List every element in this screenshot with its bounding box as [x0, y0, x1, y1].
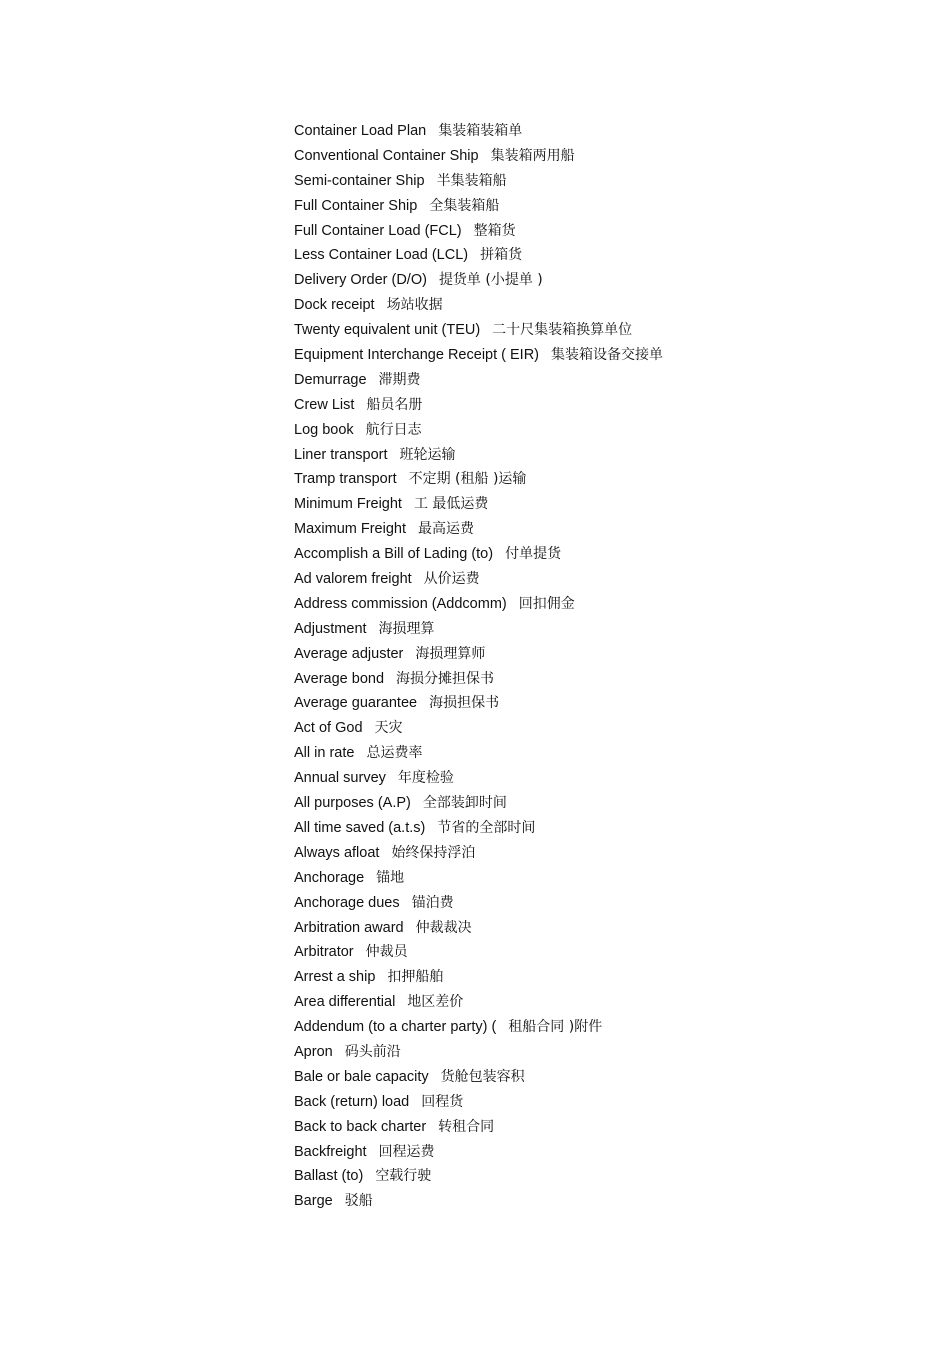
- term-chinese: 仲裁员: [365, 944, 408, 961]
- list-item: [294, 940, 663, 965]
- list-item: [294, 343, 663, 368]
- term-english: Less Container Load (LCL): [294, 247, 469, 264]
- term-chinese: 从价运费: [423, 571, 480, 588]
- term-english: Average bond: [294, 670, 385, 687]
- list-item: [294, 119, 663, 144]
- term-chinese: 不定期 (租船 )运输: [408, 471, 527, 488]
- term-chinese: 全部装卸时间: [422, 795, 507, 812]
- list-item: [294, 219, 663, 244]
- list-item: [294, 542, 663, 567]
- term-english: Arbitrator: [294, 944, 354, 961]
- list-item: [294, 716, 663, 741]
- list-item: [294, 1065, 663, 1090]
- list-item: [294, 1040, 663, 1065]
- term-chinese: 集装箱两用船: [490, 147, 575, 164]
- term-english: Full Container Load (FCL): [294, 222, 462, 239]
- term-english: Full Container Ship: [294, 197, 418, 214]
- term-english: Arbitration award: [294, 919, 404, 936]
- list-item: [294, 642, 663, 667]
- list-item: [294, 243, 663, 268]
- list-item: [294, 592, 663, 617]
- list-item: [294, 492, 663, 517]
- term-chinese: 年度检验: [397, 770, 454, 787]
- term-english: Addendum (to a charter party) (: [294, 1019, 497, 1036]
- term-english: Back to back charter: [294, 1118, 427, 1135]
- list-item: [294, 517, 663, 542]
- list-item: [294, 268, 663, 293]
- list-item: [294, 467, 663, 492]
- term-english: Accomplish a Bill of Lading (to): [294, 546, 494, 563]
- term-chinese: 码头前沿: [344, 1043, 401, 1060]
- term-chinese: 回程运费: [378, 1143, 435, 1160]
- list-item: [294, 866, 663, 891]
- list-item: [294, 293, 663, 318]
- term-chinese: 全集装箱船: [429, 197, 500, 214]
- term-chinese: 场站收据: [386, 297, 443, 314]
- term-english: Anchorage dues: [294, 894, 400, 911]
- term-chinese: 二十尺集装箱换算单位: [492, 322, 633, 339]
- term-english: Crew List: [294, 396, 355, 413]
- term-chinese: 集装箱装箱单: [438, 123, 523, 139]
- term-english: Average guarantee: [294, 695, 418, 712]
- term-english: Bale or bale capacity: [294, 1068, 429, 1085]
- list-item: [294, 318, 663, 343]
- list-item: [294, 194, 663, 219]
- glossary-list: [294, 119, 663, 1214]
- term-english: Ad valorem freight: [294, 571, 412, 588]
- list-item: [294, 766, 663, 791]
- term-english: Semi-container Ship: [294, 172, 425, 189]
- list-item: [294, 1164, 663, 1189]
- term-english: Anchorage: [294, 869, 365, 886]
- term-chinese: 班轮运输: [399, 446, 456, 463]
- term-english: Arrest a ship: [294, 969, 376, 986]
- list-item: [294, 617, 663, 642]
- list-item: [294, 144, 663, 169]
- term-chinese: 天灾: [374, 720, 403, 737]
- list-item: [294, 567, 663, 592]
- term-chinese: 回程货: [421, 1093, 464, 1110]
- term-chinese: 空载行驶: [375, 1168, 432, 1185]
- term-english: All purposes (A.P): [294, 795, 411, 812]
- list-item: [294, 816, 663, 841]
- term-chinese: 工 最低运费: [413, 496, 489, 513]
- term-chinese: 转租合同: [438, 1118, 495, 1135]
- term-chinese: 扣押船舶: [387, 969, 444, 986]
- term-chinese: 海损分摊担保书: [396, 670, 495, 687]
- list-item: [294, 990, 663, 1015]
- term-chinese: 付单提货: [505, 546, 562, 563]
- term-english: Average adjuster: [294, 645, 404, 662]
- term-chinese: 半集装箱船: [436, 172, 507, 189]
- list-item: [294, 169, 663, 194]
- term-english: Container Load Plan: [294, 123, 427, 139]
- term-chinese: 整箱货: [473, 222, 516, 239]
- term-english: Apron: [294, 1043, 333, 1060]
- term-chinese: 仲裁裁决: [415, 919, 472, 936]
- term-chinese: 锚地: [376, 869, 405, 886]
- list-item: [294, 741, 663, 766]
- term-english: All in rate: [294, 745, 355, 762]
- term-english: Adjustment: [294, 620, 367, 637]
- term-chinese: 拼箱货: [480, 247, 523, 264]
- term-chinese: 节省的全部时间: [437, 819, 536, 836]
- term-english: Maximum Freight: [294, 521, 406, 538]
- term-english: Conventional Container Ship: [294, 147, 479, 164]
- list-item: [294, 393, 663, 418]
- term-english: All time saved (a.t.s): [294, 819, 426, 836]
- term-english: Annual survey: [294, 770, 386, 787]
- term-english: Ballast (to): [294, 1168, 364, 1185]
- term-english: Act of God: [294, 720, 363, 737]
- term-chinese: 最高运费: [418, 521, 474, 538]
- list-item: [294, 1090, 663, 1115]
- list-item: [294, 1015, 663, 1040]
- list-item: [294, 791, 663, 816]
- term-chinese: 船员名册: [366, 396, 423, 413]
- list-item: [294, 1115, 663, 1140]
- term-chinese: 始终保持浮泊: [391, 844, 476, 861]
- list-item: [294, 891, 663, 916]
- list-item: [294, 667, 663, 692]
- term-english: Tramp transport: [294, 471, 397, 488]
- term-chinese: 锚泊费: [411, 894, 454, 911]
- term-english: Demurrage: [294, 371, 367, 388]
- term-english: Minimum Freight: [294, 496, 402, 513]
- term-chinese: 总运费率: [366, 745, 423, 762]
- term-chinese: 海损理算师: [415, 645, 486, 662]
- list-item: [294, 443, 663, 468]
- list-item: [294, 368, 663, 393]
- list-item: [294, 418, 663, 443]
- list-item: [294, 965, 663, 990]
- term-chinese: 驳船: [344, 1193, 373, 1210]
- term-chinese: 海损理算: [378, 620, 435, 637]
- term-chinese: 滞期费: [378, 371, 421, 388]
- term-chinese: 地区差价: [407, 994, 464, 1011]
- term-english: Backfreight: [294, 1143, 367, 1160]
- term-chinese: 航行日志: [365, 421, 422, 438]
- term-english: Area differential: [294, 994, 396, 1011]
- term-chinese: 货舱包装容积: [440, 1068, 525, 1085]
- term-english: Liner transport: [294, 446, 388, 463]
- term-english: Barge: [294, 1193, 333, 1210]
- term-english: Twenty equivalent unit (TEU): [294, 322, 481, 339]
- term-chinese: 回扣佣金: [518, 595, 575, 612]
- term-chinese: 海损担保书: [429, 695, 500, 712]
- term-english: Address commission (Addcomm): [294, 595, 507, 612]
- term-english: Back (return) load: [294, 1093, 410, 1110]
- list-item: [294, 916, 663, 941]
- term-chinese: 租船合同 )附件: [508, 1019, 603, 1036]
- list-item: [294, 691, 663, 716]
- term-english: Always afloat: [294, 844, 380, 861]
- list-item: [294, 1140, 663, 1165]
- term-english: Dock receipt: [294, 297, 375, 314]
- term-english: Log book: [294, 421, 354, 438]
- list-item: [294, 1189, 663, 1214]
- term-chinese: 提货单 (小提单 ): [438, 272, 543, 289]
- term-english: Equipment Interchange Receipt ( EIR): [294, 347, 540, 364]
- term-chinese: 集装箱设备交接单: [551, 347, 664, 364]
- list-item: [294, 841, 663, 866]
- term-english: Delivery Order (D/O): [294, 272, 427, 289]
